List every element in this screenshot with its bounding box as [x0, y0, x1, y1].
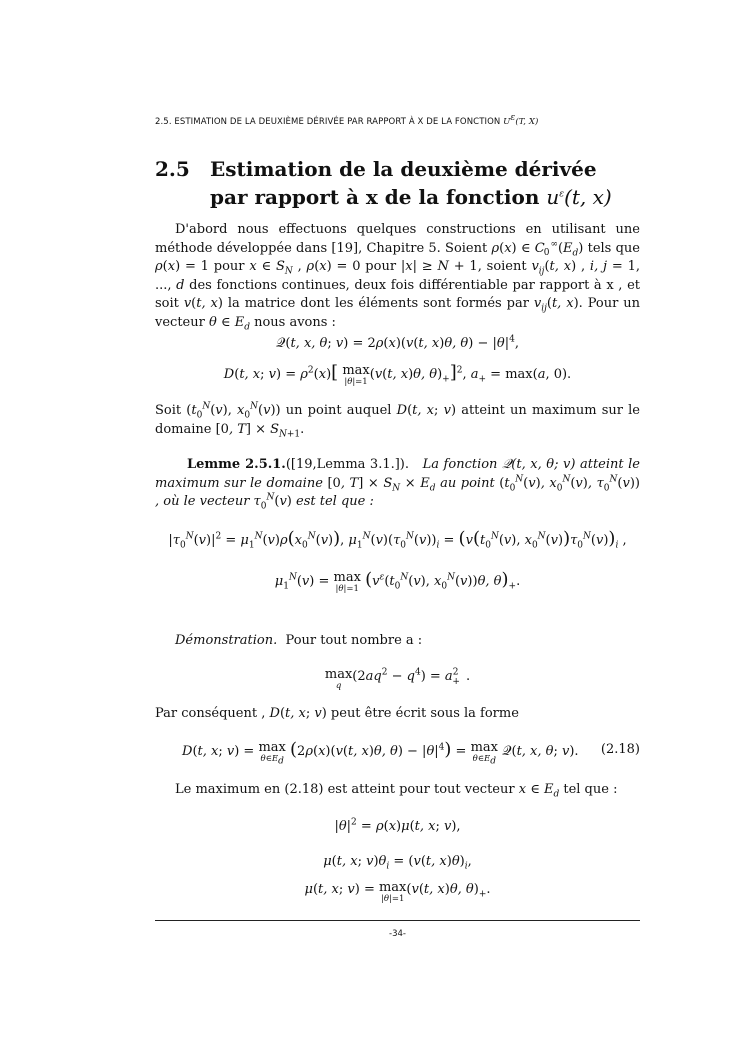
- paragraph-consequence: Par conséquent , D(t, x; v) peut être écrit sous la forme: [155, 706, 519, 721]
- equation-mu-theta: μ(t, x; $v)\theta_i = (v(t$, $x)\theta)_i$,: [323, 854, 472, 872]
- equation-max: max q $(2aq^2 - q^4) = a^2_+$ .: [324, 667, 471, 691]
- running-head: 2.5. ESTIMATION DE LA DEUXIÈME DÉRIVÉE PAR RAPPORT À X DE LA FONCTION $U^\varepsilon(T$, X): [155, 113, 539, 127]
- equation-mu1: $\mu_1^N(v) = \max$ |θ|=1 ($v^\varepsilon(t_0^N(v)$, $x_0^N(v))\theta$, $\theta)_+$.: [274, 569, 521, 594]
- lemma-reference: ([19,Lemma 3.1.]).: [285, 457, 410, 472]
- equation-theta: $|\theta|^2 = \rho(x)\mu(t$, x; v),: [334, 817, 461, 834]
- equation-mu: μ(t, x; v) = max |θ|=1 (v(t, x)θ, $\theta)_+$.: [304, 880, 491, 904]
- equation-tau: $|\tau_0^N(v)|^2 = \mu_1^N(v)\rho(x_0^N(v))$, $\mu_1^N(v)(\tau_0^N(v))_i = (v(t_0^N(v)$, $x_0^N(v))\tau_0^N(v))_i$ ,: [168, 528, 627, 551]
- section-title-math: $u^\varepsilon(t$, x): [546, 185, 612, 209]
- section-number: 2.5: [155, 157, 190, 181]
- lemma-block: Lemme 2.5.1.([19,Lemma 3.1.]). La fonction 𝒬(t, x, θ; v) atteint le maximum sur le domaine [0, $T] \times S_N \times E_d$ au point ($t_0^N(v)$, $x_0^N(v)$, $\tau_0^N(v)$) , où le vecteur $\tau_0^N(v)$ est tel que :: [155, 457, 641, 512]
- proof-label: Démonstration.: [175, 633, 278, 648]
- equation-2-18: D(t, x; v) = max $\theta\in E_d$ (2ρ(x)(v(t, x)θ, $\theta) - |\theta|^4) = \max$ $\theta\in E_d$ 𝒬(t, x, θ; v). (2.18): [182, 739, 640, 767]
- paragraph-intro: D'abord nous effectuons quelques constructions en utilisant une méthode développée dans [19], Chapitre 5. Soient ρ(x) ∈ $C_0^\infty(E_d)$ tels que ρ(x) = 1 pour x ∈ $S_N$ , ρ(x) = 0 pour |x| ≥ N + 1, soient $v_{ij}(t$, x) , i, j = 1, ..., d des fonctions continues, deux fois différentiable par rapport à x , et soit v(t, x) la matrice dont les éléments sont formés par $v_{ij}(t$, x). Pour un vecteur θ ∈ $E_d$ nous avons :: [155, 222, 641, 333]
- proof-block: [155, 632, 640, 651]
- running-head-math: $U^\varepsilon(T$, X): [503, 113, 539, 127]
- page-number: -34-: [389, 929, 406, 939]
- proof-text: Pour tout nombre a :: [285, 633, 423, 648]
- equation-D: D(t, x; $v) = \rho^2(x)$[ max |θ|=1 (v(t, x)θ, $\theta)_+]^2$, $a_+ = \max(a$, 0).: [223, 362, 572, 387]
- lemma-label: Lemme 2.5.1.: [187, 457, 286, 472]
- paragraph-maximum: Le maximum en (2.18) est atteint pour tout vecteur x ∈ $E_d$ tel que :: [175, 782, 618, 800]
- equation-number: (2.18): [600, 742, 640, 757]
- footer-rule: [155, 920, 640, 921]
- equation-Q: 𝒬(t, x, θ; v) = 2ρ(x)(v(t, x)θ, $\theta) - |\theta|^4$,: [276, 334, 519, 351]
- paragraph-point: Soit ($t_0^N(v)$, $x_0^N(v)$) un point auquel D(t, x; v) atteint un maximum sur le domaine [0, $T] \times S_{N+1}$.: [155, 401, 640, 440]
- section-title: Estimation de la deuxième dérivée par rapport à x de la fonction $u^\varepsilon(t$, x): [210, 157, 612, 209]
